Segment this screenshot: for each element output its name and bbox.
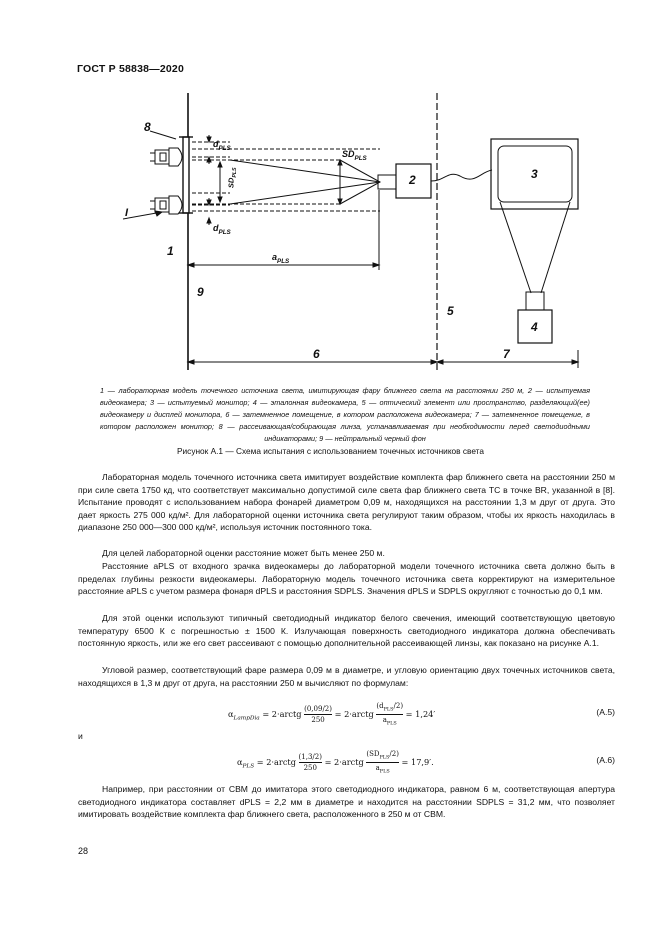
label-1: 1 (167, 244, 174, 258)
reference-camera-lens (526, 292, 544, 310)
test-setup-diagram (0, 0, 661, 380)
paragraph-1: Лабораторная модель точечного источника света имитирует воздействие комплекта фар ближнего света на расстоянии 250 м при силе света 1750 кд, что соответствует максимально допустимой силе света фар ближнего света ТС в точке BR, указанной в [8]. Испытание проводят с использованием набора фонарей диаметром 0,09 м, находящихся на расстоянии 1,3 м друг от друга. Это дает яркость 275 000 кд/м². Для лабораторной оценки источника света регулируют таким образом, чтобы их яркость находилась в диапазоне 250 000—300 000 кд/м², используя источник постоянного тока. (78, 472, 615, 533)
label-5: 5 (447, 304, 454, 318)
label-sd-pls: $SD_{PLS}$ (342, 149, 367, 162)
formula-a6: $\alpha_{PLS}$ = 2·arctg $\frac{(1,3/2)}{250}$ = 2·arctg $(SD_{PLS}/2)$ $a_{PLS}$ = 17,9′. (237, 750, 434, 775)
label-9: 9 (197, 285, 204, 299)
diffuser-lens (183, 137, 189, 213)
formula-a5: $\alpha_{LampDia}$ = 2·arctg $\frac{(0,09/2)}{250}$ = 2·arctg $(d_{PLS}/2)$ $a_{PLS}$ = 1,24′ (228, 702, 436, 727)
document-header: ГОСТ Р 58838—2020 (77, 63, 185, 75)
label-current-I: I (125, 207, 129, 219)
page-number: 28 (78, 846, 89, 856)
formula-a6-number: (А.6) (596, 755, 615, 765)
paragraph-6: Например, при расстоянии от СВМ до имитатора этого светодиодного индикатора, равном 6 м, соответствующая апертура светодиодного индикатора составляет dPLS = 2,2 мм в диаметре и находится на расстоянии SDPLS = 31,2 мм, что позволяет имитировать воздействие комплекта фар ближнего света, расположенного в 250 м от СВМ. (78, 784, 615, 820)
label-4: 4 (531, 320, 538, 334)
label-d-pls-top: $d_{PLS}$ (213, 139, 231, 152)
paragraph-2: Для целей лабораторной оценки расстояние может быть менее 250 м. (102, 548, 385, 558)
label-a-pls: $a_{PLS}$ (272, 252, 290, 265)
formula-a5-number: (А.5) (596, 707, 615, 717)
figure-caption: Рисунок А.1 — Схема испытания с использованием точечных источников света (177, 446, 484, 456)
label-8: 8 (144, 120, 151, 134)
and-connector: и (78, 731, 83, 741)
paragraph-3: Расстояние aPLS от входного зрачка видеокамеры до лабораторной модели точечного источника света должно быть в пределах глубины резкости видеокамеры. Лабораторную модель точечного источника света корректируют на измерительное расстояние aPLS с учетом размера фонаря dPLS и расстояния SDPLS. Значения dPLS и SDPLS округляют с точностью до 0,1 мм. (78, 561, 615, 597)
label-3: 3 (531, 167, 538, 181)
led-top (150, 148, 182, 166)
label-6: 6 (313, 347, 320, 361)
paragraph-4: Для этой оценки используют типичный светодиодный индикатор белого свечения, имеющий соответствующую цветовую температуру 6500 К с погрешностью ± 1500 К. Излучающая поверхность светодиодного индикатора должна обеспечивать постоянную яркость, или же его свет рассеивают с помощью дополнительной рассеивающей линзы, как показано на рисунке А.1. (78, 613, 615, 649)
label-7: 7 (503, 347, 510, 361)
label-d-pls-bottom: $d_{PLS}$ (213, 223, 231, 236)
paragraph-5: Угловой размер, соответствующий фаре размера 0,09 м в диаметре, и угловую ориентацию двух точечных источников света, находящихся в 1,3 м друг от друга, на расстоянии 250 м вычисляют по формулам: (78, 665, 615, 688)
label-sd-pls-vertical: $SD_{PLS}$ (226, 167, 239, 189)
figure-legend: 1 — лабораторная модель точечного источника света, имитирующая фару ближнего света на расстоянии 250 м, 2 — испытуемая видеокамера; 3 — испытуемый монитор; 4 — эталонная видеокамера, 5 — оптический элемент или пространство, разделяющий(ее) видеокамеру и дисплей монитора, 6 — затемненное помещение, в котором расположена видеокамера; 7 — затемненное помещение, в котором расположен монитор; 8 — рассеивающая/собирающая линза, устанавливаемая при необходимости перед светодиодными индикаторами; 9 — нейтральный черный фон (100, 386, 590, 443)
label-2: 2 (409, 173, 416, 187)
